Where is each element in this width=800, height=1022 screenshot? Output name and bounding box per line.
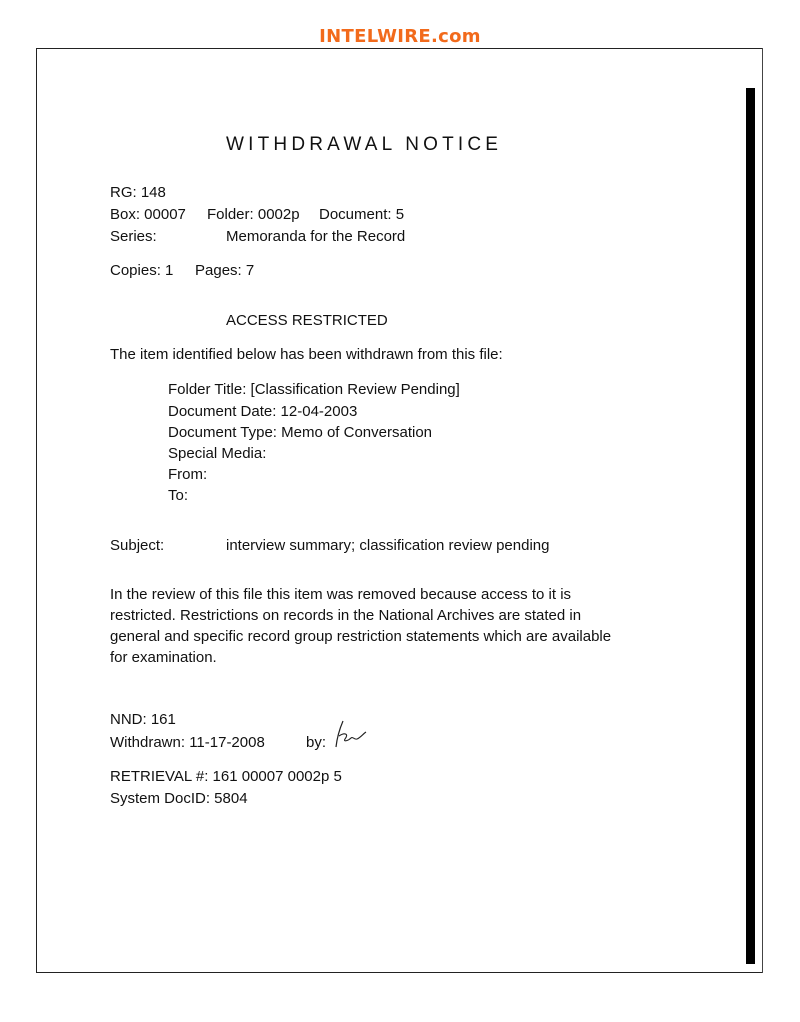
reviewer-initials-signature [331,718,371,750]
subject-label: Subject: [110,537,165,554]
system-docid: System DocID: 5804 [110,790,248,807]
document-number: Document: 5 [319,206,405,223]
notice-title: WITHDRAWAL NOTICE [226,134,503,155]
withdrawal-intro: The item identified below has been withdrawn from this file: [110,346,503,363]
review-text-line-3: general and specific record group restriction statements which are available [110,628,612,645]
series-value: Memoranda for the Record [226,228,406,245]
copies-count: Copies: 1 [110,262,174,279]
box-number: Box: 00007 [110,206,186,223]
access-status: ACCESS RESTRICTED [226,312,388,329]
scan-edge-line [762,48,763,973]
document-date: Document Date: 12-04-2003 [168,403,358,420]
withdrawn-date: Withdrawn: 11-17-2008 [110,734,265,751]
scan-edge-bar [746,88,755,964]
document-type: Document Type: Memo of Conversation [168,424,433,441]
by-label: by: [306,734,327,751]
folder-title: Folder Title: [Classification Review Pending] [168,381,460,398]
subject-value: interview summary; classification review pending [226,537,550,554]
pages-count: Pages: 7 [195,262,255,279]
retrieval-number: RETRIEVAL #: 161 00007 0002p 5 [110,768,342,785]
special-media: Special Media: [168,445,267,462]
review-text-line-1: In the review of this file this item was removed because access to it is [110,586,572,603]
nnd-number: NND: 161 [110,711,176,728]
to-field: To: [168,487,189,504]
folder-number: Folder: 0002p [207,206,300,223]
review-text-line-4: for examination. [110,649,217,666]
review-text-line-2: restricted. Restrictions on records in the National Archives are stated in [110,607,582,624]
record-group: RG: 148 [110,184,166,201]
from-field: From: [168,466,208,483]
series-label: Series: [110,228,157,245]
site-brand[interactable]: INTELWIRE.com [319,26,481,47]
